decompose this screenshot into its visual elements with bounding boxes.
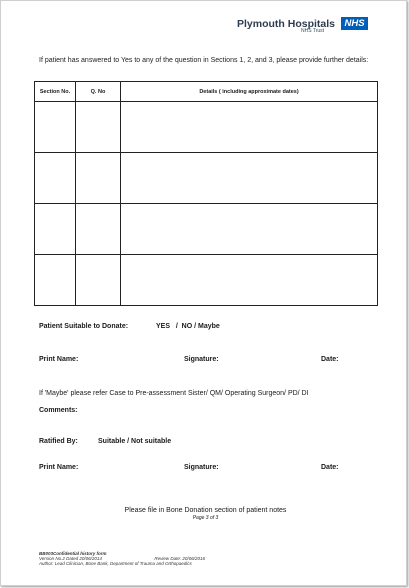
intro-text: If patient has answered to Yes to any of the question in Sections 1, 2, and 3, please provide further details: [39,57,369,64]
section-cell[interactable] [35,204,76,255]
question-cell[interactable] [76,102,121,153]
table-row [35,204,378,255]
question-cell[interactable] [76,204,121,255]
table-header-row [35,82,378,102]
section-cell[interactable] [35,255,76,306]
ratified-by-label: Ratified By: [39,438,78,445]
trust-header [237,15,368,33]
org-subtitle: NHS Trust [301,28,325,34]
question-cell[interactable] [76,153,121,204]
col-q-no: Q. No [76,82,121,102]
footer-form-id: BB003Confidential history form [39,551,107,556]
print-name-label: Print Name: [39,356,79,363]
suitable-label: Patient Suitable to Donate: [39,323,129,330]
comments-label: Comments: [39,407,78,414]
maybe-note: If 'Maybe' please refer Case to Pre-assessment Sister/ QM/ Operating Surgeon/ PD/ DI [39,390,309,397]
footer-review: Review Date: 20/06/2016 [154,556,205,562]
signature-label: Signature: [184,464,219,471]
details-cell[interactable] [121,255,378,306]
section-cell[interactable] [35,153,76,204]
nhs-logo: NHS [341,17,367,30]
date-label: Date: [321,464,339,471]
table-row [35,153,378,204]
org-name: Plymouth Hospitals [237,17,336,30]
file-note: Please file in Bone Donation section of patient notes [124,507,287,514]
footer-author: Author: Lead Clinician, Bone Bank, Department of Trauma and Orthopaedics [39,561,192,567]
details-cell[interactable] [121,204,378,255]
table-row [35,102,378,153]
ratified-options[interactable]: Suitable / Not suitable [98,438,172,445]
date-label: Date: [321,356,339,363]
question-cell[interactable] [76,255,121,306]
details-cell[interactable] [121,153,378,204]
details-table [34,81,378,306]
col-details: Details ( including approximate dates) [121,82,378,102]
document-footer [39,551,205,567]
details-cell[interactable] [121,102,378,153]
suitable-options[interactable]: YES / NO / Maybe [156,323,220,330]
footer-version: Version No.2 Dated 20/06/2014 [39,556,102,562]
section-cell[interactable] [35,102,76,153]
signature-label: Signature: [184,356,219,363]
print-name-label: Print Name: [39,464,79,471]
col-section-no: Section No. [35,82,76,102]
page-number: Page 3 of 3 [192,515,219,521]
table-row [35,255,378,306]
